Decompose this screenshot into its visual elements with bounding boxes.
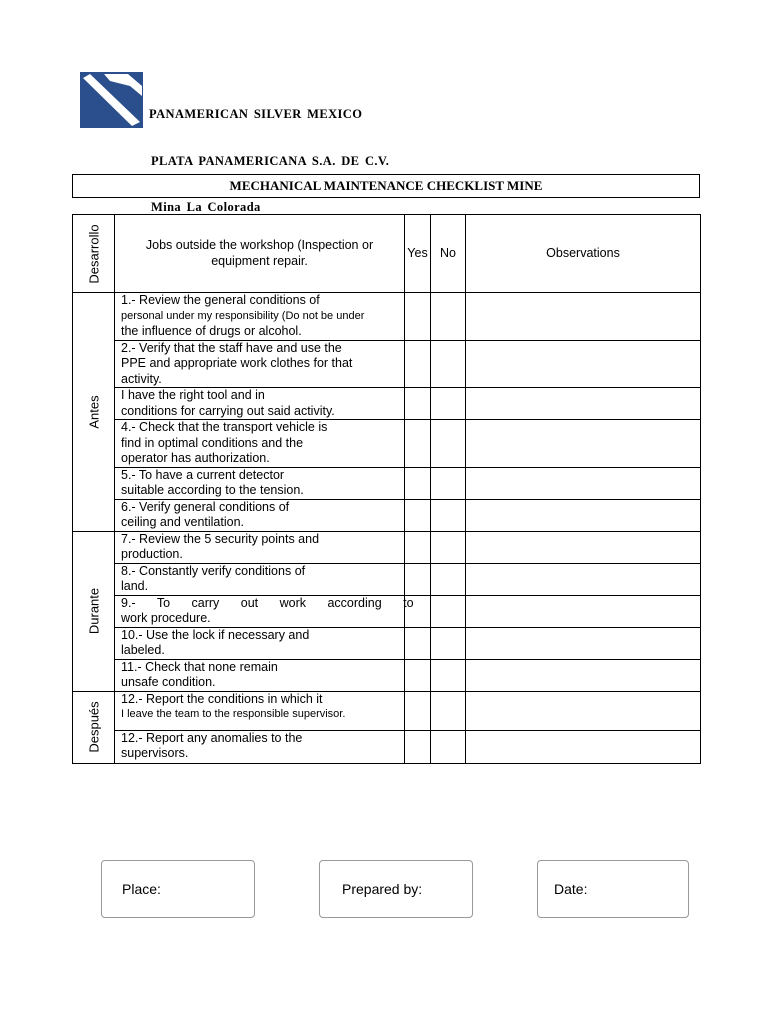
job-line: find in optimal conditions and the — [121, 435, 304, 450]
job-cell — [115, 531, 405, 563]
table-row — [73, 293, 701, 341]
job-line: land. — [121, 579, 149, 593]
job-line: suitable according to the tension. — [121, 483, 304, 497]
job-header: Jobs outside the workshop (Inspection or equipment repair. — [115, 215, 405, 293]
no-cell[interactable] — [431, 467, 466, 499]
job-line: the influence of drugs or alcohol. — [121, 324, 302, 338]
yes-cell[interactable] — [405, 627, 431, 659]
table-header-row — [73, 215, 701, 293]
table-row — [73, 595, 701, 627]
job-cell — [115, 340, 405, 388]
job-line: 10.- Use the lock if necessary and — [121, 627, 310, 642]
no-cell[interactable] — [431, 691, 466, 730]
observations-cell[interactable] — [466, 340, 701, 388]
no-cell[interactable] — [431, 730, 466, 763]
table-row — [73, 420, 701, 468]
job-line: unsafe condition. — [121, 675, 216, 689]
no-cell[interactable] — [431, 627, 466, 659]
job-line: 12.- Report any anomalies to the — [121, 730, 303, 745]
job-line: 7.- Review the 5 security points and — [121, 531, 320, 546]
yes-cell[interactable] — [405, 293, 431, 341]
observations-cell[interactable] — [466, 531, 701, 563]
job-cell — [115, 691, 405, 730]
no-cell[interactable] — [431, 499, 466, 531]
observations-cell[interactable] — [466, 420, 701, 468]
job-line: labeled. — [121, 643, 165, 657]
phase-header-cell — [73, 215, 115, 293]
yes-cell[interactable] — [405, 467, 431, 499]
job-cell — [115, 659, 405, 691]
table-row — [73, 388, 701, 420]
checklist-title: MECHANICAL MAINTENANCE CHECKLIST MINE — [72, 174, 700, 198]
observations-cell[interactable] — [466, 499, 701, 531]
yes-cell[interactable] — [405, 563, 431, 595]
job-line: 5.- To have a current detector — [121, 467, 285, 482]
observations-cell[interactable] — [466, 293, 701, 341]
company-header — [149, 76, 389, 231]
job-line: production. — [121, 547, 183, 561]
job-line: 6.- Verify general conditions of — [121, 499, 290, 514]
job-line: conditions for carrying out said activity. — [121, 403, 335, 418]
no-cell[interactable] — [431, 293, 466, 341]
observations-cell[interactable] — [466, 388, 701, 420]
table-row — [73, 467, 701, 499]
no-cell[interactable] — [431, 531, 466, 563]
job-cell — [115, 420, 405, 468]
job-line: 12.- Report the conditions in which it — [121, 691, 323, 706]
no-cell[interactable] — [431, 563, 466, 595]
job-line: 1.- Review the general conditions of — [121, 293, 320, 307]
phase-cell-durante — [73, 531, 115, 691]
job-cell — [115, 730, 405, 763]
phase-header: Desarrollo — [85, 223, 101, 284]
table-row — [73, 730, 701, 763]
observations-cell[interactable] — [466, 467, 701, 499]
table-row — [73, 627, 701, 659]
prepared-by-field[interactable] — [319, 860, 473, 918]
no-header: No — [431, 215, 466, 293]
observations-cell[interactable] — [466, 659, 701, 691]
table-row — [73, 659, 701, 691]
company-logo — [80, 72, 143, 128]
table-row — [73, 499, 701, 531]
observations-cell[interactable] — [466, 730, 701, 763]
job-line: work procedure. — [121, 611, 211, 625]
no-cell[interactable] — [431, 659, 466, 691]
job-line: personal under my responsibility (Do not be under — [121, 309, 365, 322]
mine-name: Mina La Colorada — [151, 200, 261, 214]
job-line: operator has authorization. — [121, 451, 270, 465]
job-cell — [115, 563, 405, 595]
job-line: activity. — [121, 371, 162, 386]
place-field[interactable] — [101, 860, 255, 918]
observations-cell[interactable] — [466, 595, 701, 627]
job-cell — [115, 627, 405, 659]
yes-cell[interactable] — [405, 499, 431, 531]
no-cell[interactable] — [431, 340, 466, 388]
yes-cell[interactable] — [405, 340, 431, 388]
yes-cell[interactable] — [405, 420, 431, 468]
job-cell — [115, 595, 414, 627]
phase-durante: Durante — [85, 587, 101, 635]
job-line: 8.- Constantly verify conditions of — [121, 563, 306, 578]
job-cell — [115, 293, 405, 341]
table-row — [73, 340, 701, 388]
job-line: 11.- Check that none remain — [121, 659, 278, 674]
table-row — [73, 563, 701, 595]
phase-despues: Después — [85, 701, 101, 753]
job-line: PPE and appropriate work clothes for that — [121, 356, 353, 370]
job-line: I have the right tool and in — [121, 388, 265, 402]
no-cell[interactable] — [431, 595, 466, 627]
date-field[interactable] — [537, 860, 689, 918]
no-cell[interactable] — [431, 388, 466, 420]
company-legal-name: PLATA PANAMERICANA S.A. DE C.V. — [151, 153, 390, 168]
prepared-by-label: Prepared by: — [342, 881, 423, 897]
yes-cell[interactable] — [405, 388, 431, 420]
observations-cell[interactable] — [466, 691, 701, 730]
yes-cell[interactable] — [405, 659, 431, 691]
job-line: supervisors. — [121, 746, 189, 760]
phase-cell-despues — [73, 691, 115, 763]
yes-cell[interactable] — [405, 531, 431, 563]
checklist-table — [72, 214, 701, 764]
phase-antes: Antes — [85, 395, 101, 429]
observations-header: Observations — [466, 215, 701, 293]
yes-cell[interactable] — [405, 730, 431, 763]
job-line: 2.- Verify that the staff have and use the — [121, 340, 342, 355]
job-cell — [115, 499, 405, 531]
yes-cell[interactable] — [405, 691, 431, 730]
yes-header: Yes — [405, 215, 431, 293]
company-name: PANAMERICAN SILVER MEXICO — [149, 107, 363, 121]
no-cell[interactable] — [431, 420, 466, 468]
date-label: Date: — [554, 881, 588, 897]
observations-cell[interactable] — [466, 563, 701, 595]
table-row — [73, 531, 701, 563]
table-row — [73, 691, 701, 730]
job-cell — [115, 388, 405, 420]
place-label: Place: — [122, 881, 161, 897]
observations-cell[interactable] — [466, 627, 701, 659]
job-line: ceiling and ventilation. — [121, 515, 244, 529]
job-line: 9.- To carry out work according to — [121, 595, 414, 610]
phase-cell-antes — [73, 293, 115, 532]
job-cell — [115, 467, 405, 499]
job-line: 4.- Check that the transport vehicle is — [121, 420, 328, 434]
job-line: I leave the team to the responsible supervisor. — [121, 708, 346, 720]
